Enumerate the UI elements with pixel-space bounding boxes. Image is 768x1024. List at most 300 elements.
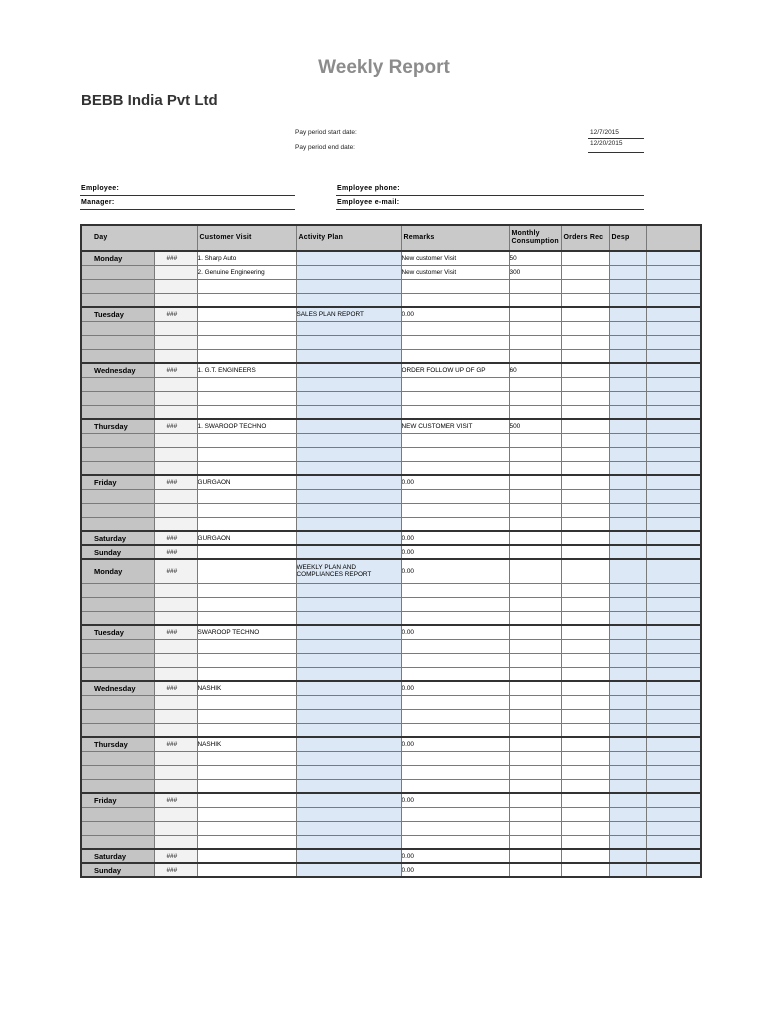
remarks-cell[interactable]: 0.00	[401, 849, 509, 863]
activity-plan-cell[interactable]	[296, 653, 401, 667]
extra-cell[interactable]	[646, 489, 701, 503]
remarks-cell[interactable]	[401, 391, 509, 405]
employee-phone-field[interactable]	[336, 195, 644, 196]
orders-rec-cell[interactable]	[561, 349, 609, 363]
orders-rec-cell[interactable]	[561, 639, 609, 653]
orders-rec-cell[interactable]	[561, 835, 609, 849]
orders-rec-cell[interactable]	[561, 653, 609, 667]
employee-field[interactable]	[80, 195, 295, 196]
date-cell[interactable]	[154, 821, 197, 835]
activity-plan-cell[interactable]	[296, 807, 401, 821]
orders-rec-cell[interactable]	[561, 723, 609, 737]
desp-cell[interactable]	[609, 405, 646, 419]
remarks-cell[interactable]	[401, 723, 509, 737]
monthly-consumption-cell[interactable]	[509, 737, 561, 751]
customer-visit-cell[interactable]	[197, 849, 296, 863]
monthly-consumption-cell[interactable]	[509, 503, 561, 517]
desp-cell[interactable]	[609, 559, 646, 583]
extra-cell[interactable]	[646, 405, 701, 419]
customer-visit-cell[interactable]	[197, 517, 296, 531]
date-cell[interactable]: ###	[154, 307, 197, 321]
customer-visit-cell[interactable]	[197, 503, 296, 517]
desp-cell[interactable]	[609, 293, 646, 307]
activity-plan-cell[interactable]	[296, 695, 401, 709]
monthly-consumption-cell[interactable]	[509, 681, 561, 695]
remarks-cell[interactable]	[401, 807, 509, 821]
extra-cell[interactable]	[646, 849, 701, 863]
desp-cell[interactable]	[609, 517, 646, 531]
extra-cell[interactable]	[646, 737, 701, 751]
customer-visit-cell[interactable]	[197, 821, 296, 835]
date-cell[interactable]: ###	[154, 793, 197, 807]
remarks-cell[interactable]: 0.00	[401, 737, 509, 751]
monthly-consumption-cell[interactable]	[509, 709, 561, 723]
date-cell[interactable]	[154, 807, 197, 821]
desp-cell[interactable]	[609, 835, 646, 849]
desp-cell[interactable]	[609, 377, 646, 391]
extra-cell[interactable]	[646, 597, 701, 611]
activity-plan-cell[interactable]	[296, 597, 401, 611]
customer-visit-cell[interactable]	[197, 653, 296, 667]
desp-cell[interactable]	[609, 793, 646, 807]
activity-plan-cell[interactable]	[296, 709, 401, 723]
customer-visit-cell[interactable]: 1. Sharp Auto	[197, 251, 296, 265]
customer-visit-cell[interactable]	[197, 723, 296, 737]
monthly-consumption-cell[interactable]	[509, 723, 561, 737]
orders-rec-cell[interactable]	[561, 559, 609, 583]
activity-plan-cell[interactable]	[296, 279, 401, 293]
monthly-consumption-cell[interactable]	[509, 667, 561, 681]
activity-plan-cell[interactable]	[296, 863, 401, 877]
customer-visit-cell[interactable]	[197, 559, 296, 583]
monthly-consumption-cell[interactable]: 50	[509, 251, 561, 265]
orders-rec-cell[interactable]	[561, 251, 609, 265]
desp-cell[interactable]	[609, 503, 646, 517]
customer-visit-cell[interactable]	[197, 597, 296, 611]
monthly-consumption-cell[interactable]	[509, 765, 561, 779]
orders-rec-cell[interactable]	[561, 695, 609, 709]
activity-plan-cell[interactable]	[296, 545, 401, 559]
date-cell[interactable]: ###	[154, 681, 197, 695]
remarks-cell[interactable]	[401, 517, 509, 531]
activity-plan-cell[interactable]	[296, 447, 401, 461]
monthly-consumption-cell[interactable]	[509, 489, 561, 503]
date-cell[interactable]	[154, 597, 197, 611]
customer-visit-cell[interactable]: 1. SWAROOP TECHNO	[197, 419, 296, 433]
desp-cell[interactable]	[609, 807, 646, 821]
date-cell[interactable]	[154, 335, 197, 349]
remarks-cell[interactable]	[401, 821, 509, 835]
customer-visit-cell[interactable]	[197, 583, 296, 597]
desp-cell[interactable]	[609, 723, 646, 737]
manager-field[interactable]	[80, 209, 295, 210]
remarks-cell[interactable]: NEW CUSTOMER VISIT	[401, 419, 509, 433]
customer-visit-cell[interactable]	[197, 489, 296, 503]
customer-visit-cell[interactable]	[197, 293, 296, 307]
date-cell[interactable]	[154, 751, 197, 765]
extra-cell[interactable]	[646, 503, 701, 517]
date-cell[interactable]	[154, 447, 197, 461]
remarks-cell[interactable]: ORDER FOLLOW UP OF GP	[401, 363, 509, 377]
customer-visit-cell[interactable]: SWAROOP TECHNO	[197, 625, 296, 639]
remarks-cell[interactable]	[401, 321, 509, 335]
monthly-consumption-cell[interactable]	[509, 653, 561, 667]
monthly-consumption-cell[interactable]	[509, 751, 561, 765]
desp-cell[interactable]	[609, 863, 646, 877]
orders-rec-cell[interactable]	[561, 751, 609, 765]
activity-plan-cell[interactable]	[296, 489, 401, 503]
orders-rec-cell[interactable]	[561, 265, 609, 279]
extra-cell[interactable]	[646, 321, 701, 335]
customer-visit-cell[interactable]	[197, 433, 296, 447]
orders-rec-cell[interactable]	[561, 667, 609, 681]
customer-visit-cell[interactable]	[197, 863, 296, 877]
extra-cell[interactable]	[646, 583, 701, 597]
activity-plan-cell[interactable]	[296, 321, 401, 335]
desp-cell[interactable]	[609, 709, 646, 723]
orders-rec-cell[interactable]	[561, 461, 609, 475]
desp-cell[interactable]	[609, 391, 646, 405]
desp-cell[interactable]	[609, 349, 646, 363]
orders-rec-cell[interactable]	[561, 597, 609, 611]
date-cell[interactable]: ###	[154, 251, 197, 265]
activity-plan-cell[interactable]	[296, 363, 401, 377]
desp-cell[interactable]	[609, 447, 646, 461]
orders-rec-cell[interactable]	[561, 863, 609, 877]
customer-visit-cell[interactable]	[197, 349, 296, 363]
date-cell[interactable]	[154, 405, 197, 419]
remarks-cell[interactable]: 0.00	[401, 863, 509, 877]
desp-cell[interactable]	[609, 321, 646, 335]
customer-visit-cell[interactable]	[197, 335, 296, 349]
orders-rec-cell[interactable]	[561, 779, 609, 793]
desp-cell[interactable]	[609, 433, 646, 447]
remarks-cell[interactable]: 0.00	[401, 793, 509, 807]
date-cell[interactable]	[154, 293, 197, 307]
monthly-consumption-cell[interactable]	[509, 307, 561, 321]
date-cell[interactable]	[154, 489, 197, 503]
remarks-cell[interactable]	[401, 489, 509, 503]
extra-cell[interactable]	[646, 695, 701, 709]
customer-visit-cell[interactable]	[197, 765, 296, 779]
customer-visit-cell[interactable]	[197, 279, 296, 293]
remarks-cell[interactable]	[401, 447, 509, 461]
orders-rec-cell[interactable]	[561, 489, 609, 503]
orders-rec-cell[interactable]	[561, 793, 609, 807]
orders-rec-cell[interactable]	[561, 419, 609, 433]
date-cell[interactable]	[154, 321, 197, 335]
desp-cell[interactable]	[609, 531, 646, 545]
extra-cell[interactable]	[646, 751, 701, 765]
orders-rec-cell[interactable]	[561, 293, 609, 307]
desp-cell[interactable]	[609, 625, 646, 639]
remarks-cell[interactable]	[401, 639, 509, 653]
monthly-consumption-cell[interactable]	[509, 695, 561, 709]
activity-plan-cell[interactable]	[296, 265, 401, 279]
date-cell[interactable]	[154, 779, 197, 793]
date-cell[interactable]	[154, 835, 197, 849]
orders-rec-cell[interactable]	[561, 625, 609, 639]
remarks-cell[interactable]	[401, 279, 509, 293]
desp-cell[interactable]	[609, 751, 646, 765]
extra-cell[interactable]	[646, 419, 701, 433]
customer-visit-cell[interactable]: 1. G.T. ENGINEERS	[197, 363, 296, 377]
activity-plan-cell[interactable]	[296, 433, 401, 447]
orders-rec-cell[interactable]	[561, 807, 609, 821]
extra-cell[interactable]	[646, 765, 701, 779]
date-cell[interactable]: ###	[154, 545, 197, 559]
monthly-consumption-cell[interactable]	[509, 405, 561, 419]
remarks-cell[interactable]	[401, 653, 509, 667]
extra-cell[interactable]	[646, 517, 701, 531]
monthly-consumption-cell[interactable]	[509, 391, 561, 405]
orders-rec-cell[interactable]	[561, 583, 609, 597]
customer-visit-cell[interactable]	[197, 807, 296, 821]
extra-cell[interactable]	[646, 307, 701, 321]
extra-cell[interactable]	[646, 251, 701, 265]
orders-rec-cell[interactable]	[561, 849, 609, 863]
customer-visit-cell[interactable]	[197, 667, 296, 681]
date-cell[interactable]: ###	[154, 849, 197, 863]
orders-rec-cell[interactable]	[561, 321, 609, 335]
activity-plan-cell[interactable]	[296, 349, 401, 363]
customer-visit-cell[interactable]	[197, 779, 296, 793]
monthly-consumption-cell[interactable]	[509, 321, 561, 335]
monthly-consumption-cell[interactable]: 500	[509, 419, 561, 433]
customer-visit-cell[interactable]	[197, 709, 296, 723]
desp-cell[interactable]	[609, 653, 646, 667]
extra-cell[interactable]	[646, 709, 701, 723]
activity-plan-cell[interactable]	[296, 419, 401, 433]
remarks-cell[interactable]: 0.00	[401, 625, 509, 639]
orders-rec-cell[interactable]	[561, 391, 609, 405]
orders-rec-cell[interactable]	[561, 517, 609, 531]
monthly-consumption-cell[interactable]	[509, 461, 561, 475]
remarks-cell[interactable]	[401, 611, 509, 625]
customer-visit-cell[interactable]	[197, 405, 296, 419]
activity-plan-cell[interactable]	[296, 611, 401, 625]
remarks-cell[interactable]	[401, 667, 509, 681]
monthly-consumption-cell[interactable]	[509, 545, 561, 559]
desp-cell[interactable]	[609, 265, 646, 279]
monthly-consumption-cell[interactable]	[509, 863, 561, 877]
extra-cell[interactable]	[646, 531, 701, 545]
desp-cell[interactable]	[609, 461, 646, 475]
monthly-consumption-cell[interactable]	[509, 639, 561, 653]
desp-cell[interactable]	[609, 475, 646, 489]
desp-cell[interactable]	[609, 681, 646, 695]
orders-rec-cell[interactable]	[561, 709, 609, 723]
customer-visit-cell[interactable]	[197, 793, 296, 807]
orders-rec-cell[interactable]	[561, 545, 609, 559]
extra-cell[interactable]	[646, 363, 701, 377]
date-cell[interactable]: ###	[154, 863, 197, 877]
extra-cell[interactable]	[646, 391, 701, 405]
extra-cell[interactable]	[646, 559, 701, 583]
remarks-cell[interactable]	[401, 709, 509, 723]
date-cell[interactable]	[154, 611, 197, 625]
extra-cell[interactable]	[646, 349, 701, 363]
extra-cell[interactable]	[646, 821, 701, 835]
desp-cell[interactable]	[609, 489, 646, 503]
date-cell[interactable]	[154, 723, 197, 737]
customer-visit-cell[interactable]	[197, 639, 296, 653]
date-cell[interactable]	[154, 709, 197, 723]
desp-cell[interactable]	[609, 307, 646, 321]
remarks-cell[interactable]: 0.00	[401, 681, 509, 695]
activity-plan-cell[interactable]	[296, 377, 401, 391]
orders-rec-cell[interactable]	[561, 821, 609, 835]
date-cell[interactable]	[154, 377, 197, 391]
monthly-consumption-cell[interactable]	[509, 583, 561, 597]
orders-rec-cell[interactable]	[561, 531, 609, 545]
remarks-cell[interactable]: New customer Visit	[401, 251, 509, 265]
orders-rec-cell[interactable]	[561, 377, 609, 391]
extra-cell[interactable]	[646, 639, 701, 653]
orders-rec-cell[interactable]	[561, 765, 609, 779]
monthly-consumption-cell[interactable]	[509, 835, 561, 849]
activity-plan-cell[interactable]	[296, 405, 401, 419]
extra-cell[interactable]	[646, 807, 701, 821]
desp-cell[interactable]	[609, 545, 646, 559]
monthly-consumption-cell[interactable]	[509, 559, 561, 583]
date-cell[interactable]: ###	[154, 531, 197, 545]
date-cell[interactable]	[154, 667, 197, 681]
remarks-cell[interactable]: 0.00	[401, 475, 509, 489]
desp-cell[interactable]	[609, 639, 646, 653]
activity-plan-cell[interactable]: WEEKLY PLAN AND COMPLIANCES REPORT	[296, 559, 401, 583]
customer-visit-cell[interactable]	[197, 611, 296, 625]
customer-visit-cell[interactable]	[197, 545, 296, 559]
monthly-consumption-cell[interactable]	[509, 447, 561, 461]
remarks-cell[interactable]: 0.00	[401, 531, 509, 545]
customer-visit-cell[interactable]: GURGAON	[197, 475, 296, 489]
monthly-consumption-cell[interactable]	[509, 793, 561, 807]
activity-plan-cell[interactable]	[296, 293, 401, 307]
remarks-cell[interactable]	[401, 405, 509, 419]
activity-plan-cell[interactable]	[296, 779, 401, 793]
pay-period-end-value[interactable]: 12/20/2015	[590, 140, 623, 147]
extra-cell[interactable]	[646, 279, 701, 293]
orders-rec-cell[interactable]	[561, 335, 609, 349]
orders-rec-cell[interactable]	[561, 681, 609, 695]
orders-rec-cell[interactable]	[561, 475, 609, 489]
desp-cell[interactable]	[609, 737, 646, 751]
orders-rec-cell[interactable]	[561, 307, 609, 321]
activity-plan-cell[interactable]	[296, 793, 401, 807]
desp-cell[interactable]	[609, 779, 646, 793]
extra-cell[interactable]	[646, 863, 701, 877]
monthly-consumption-cell[interactable]	[509, 807, 561, 821]
extra-cell[interactable]	[646, 681, 701, 695]
orders-rec-cell[interactable]	[561, 405, 609, 419]
date-cell[interactable]: ###	[154, 737, 197, 751]
date-cell[interactable]	[154, 517, 197, 531]
monthly-consumption-cell[interactable]	[509, 625, 561, 639]
monthly-consumption-cell[interactable]	[509, 821, 561, 835]
remarks-cell[interactable]	[401, 349, 509, 363]
remarks-cell[interactable]	[401, 293, 509, 307]
desp-cell[interactable]	[609, 821, 646, 835]
orders-rec-cell[interactable]	[561, 433, 609, 447]
extra-cell[interactable]	[646, 723, 701, 737]
desp-cell[interactable]	[609, 695, 646, 709]
extra-cell[interactable]	[646, 377, 701, 391]
activity-plan-cell[interactable]	[296, 335, 401, 349]
date-cell[interactable]	[154, 279, 197, 293]
remarks-cell[interactable]: 0.00	[401, 307, 509, 321]
extra-cell[interactable]	[646, 475, 701, 489]
customer-visit-cell[interactable]	[197, 377, 296, 391]
date-cell[interactable]: ###	[154, 363, 197, 377]
activity-plan-cell[interactable]	[296, 821, 401, 835]
remarks-cell[interactable]	[401, 335, 509, 349]
monthly-consumption-cell[interactable]	[509, 779, 561, 793]
date-cell[interactable]	[154, 695, 197, 709]
desp-cell[interactable]	[609, 279, 646, 293]
activity-plan-cell[interactable]	[296, 517, 401, 531]
date-cell[interactable]: ###	[154, 419, 197, 433]
activity-plan-cell[interactable]	[296, 625, 401, 639]
date-cell[interactable]	[154, 349, 197, 363]
monthly-consumption-cell[interactable]	[509, 517, 561, 531]
date-cell[interactable]	[154, 433, 197, 447]
extra-cell[interactable]	[646, 293, 701, 307]
orders-rec-cell[interactable]	[561, 279, 609, 293]
customer-visit-cell[interactable]	[197, 835, 296, 849]
activity-plan-cell[interactable]	[296, 391, 401, 405]
desp-cell[interactable]	[609, 583, 646, 597]
remarks-cell[interactable]	[401, 597, 509, 611]
monthly-consumption-cell[interactable]	[509, 849, 561, 863]
date-cell[interactable]	[154, 461, 197, 475]
extra-cell[interactable]	[646, 793, 701, 807]
extra-cell[interactable]	[646, 653, 701, 667]
customer-visit-cell[interactable]	[197, 447, 296, 461]
activity-plan-cell[interactable]	[296, 583, 401, 597]
extra-cell[interactable]	[646, 265, 701, 279]
desp-cell[interactable]	[609, 335, 646, 349]
customer-visit-cell[interactable]: NASHIK	[197, 681, 296, 695]
monthly-consumption-cell[interactable]	[509, 335, 561, 349]
customer-visit-cell[interactable]: NASHIK	[197, 737, 296, 751]
date-cell[interactable]	[154, 503, 197, 517]
desp-cell[interactable]	[609, 419, 646, 433]
remarks-cell[interactable]	[401, 765, 509, 779]
desp-cell[interactable]	[609, 849, 646, 863]
activity-plan-cell[interactable]	[296, 723, 401, 737]
monthly-consumption-cell[interactable]	[509, 531, 561, 545]
remarks-cell[interactable]	[401, 751, 509, 765]
orders-rec-cell[interactable]	[561, 503, 609, 517]
monthly-consumption-cell[interactable]	[509, 611, 561, 625]
extra-cell[interactable]	[646, 545, 701, 559]
pay-period-start-value[interactable]: 12/7/2015	[590, 129, 619, 136]
date-cell[interactable]	[154, 391, 197, 405]
remarks-cell[interactable]	[401, 377, 509, 391]
activity-plan-cell[interactable]	[296, 737, 401, 751]
orders-rec-cell[interactable]	[561, 363, 609, 377]
activity-plan-cell[interactable]	[296, 503, 401, 517]
remarks-cell[interactable]: New customer Visit	[401, 265, 509, 279]
orders-rec-cell[interactable]	[561, 447, 609, 461]
monthly-consumption-cell[interactable]	[509, 433, 561, 447]
customer-visit-cell[interactable]	[197, 321, 296, 335]
date-cell[interactable]	[154, 265, 197, 279]
activity-plan-cell[interactable]	[296, 849, 401, 863]
activity-plan-cell[interactable]	[296, 639, 401, 653]
remarks-cell[interactable]	[401, 583, 509, 597]
